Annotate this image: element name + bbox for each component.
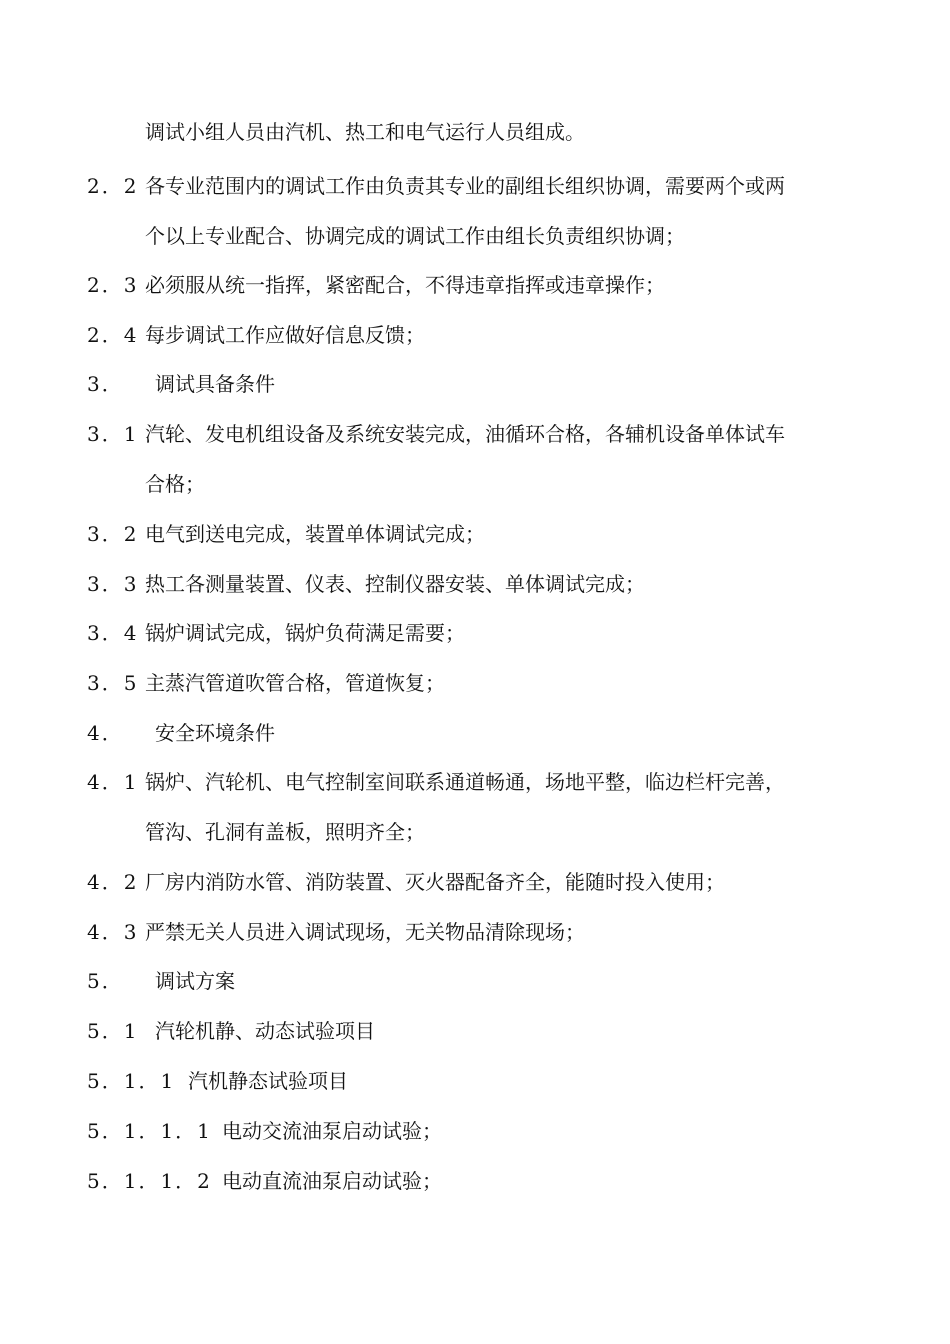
item-text: 热工各测量装置、仪表、控制仪器安装、单体调试完成； bbox=[145, 572, 645, 596]
item-number: 4．1 bbox=[87, 770, 139, 794]
item-text: 管沟、孔洞有盖板，照明齐全； bbox=[145, 820, 425, 844]
item-number: 3．3 bbox=[87, 572, 139, 596]
item-number: 2．2 bbox=[87, 174, 139, 198]
item-text: 锅炉调试完成，锅炉负荷满足需要； bbox=[145, 621, 465, 645]
item-text: 个以上专业配合、协调完成的调试工作由组长负责组织协调； bbox=[145, 224, 685, 248]
item-text: 合格； bbox=[145, 472, 205, 496]
item-number: 3． bbox=[87, 372, 124, 396]
item-number: 2．3 bbox=[87, 273, 139, 297]
item-text: 必须服从统一指挥，紧密配合，不得违章指挥或违章操作； bbox=[145, 273, 665, 297]
item-number: 5．1．1 bbox=[87, 1069, 176, 1093]
item-text: 主蒸汽管道吹管合格，管道恢复； bbox=[145, 671, 445, 695]
item-text: 锅炉、汽轮机、电气控制室间联系通道畅通，场地平整，临边栏杆完善， bbox=[145, 770, 785, 794]
item-number: 5．1 bbox=[87, 1019, 139, 1043]
item-text: 安全环境条件 bbox=[155, 721, 275, 745]
item-text: 汽轮、发电机组设备及系统安装完成，油循环合格，各辅机设备单体试车 bbox=[145, 422, 785, 446]
item-number: 4．2 bbox=[87, 870, 139, 894]
item-text: 汽机静态试验项目 bbox=[188, 1069, 348, 1093]
item-number: 3．1 bbox=[87, 422, 139, 446]
item-number: 5．1．1．2 bbox=[87, 1169, 212, 1193]
item-number: 4．3 bbox=[87, 920, 139, 944]
item-number: 4． bbox=[87, 721, 124, 745]
item-number: 3．4 bbox=[87, 621, 139, 645]
item-text: 电动交流油泵启动试验； bbox=[222, 1119, 442, 1143]
item-number: 3．5 bbox=[87, 671, 139, 695]
item-text: 严禁无关人员进入调试现场，无关物品清除现场； bbox=[145, 920, 585, 944]
item-text: 每步调试工作应做好信息反馈； bbox=[145, 323, 425, 347]
item-text: 调试小组人员由汽机、热工和电气运行人员组成。 bbox=[145, 120, 585, 144]
item-text: 调试方案 bbox=[155, 969, 235, 993]
item-text: 电气到送电完成，装置单体调试完成； bbox=[145, 522, 485, 546]
item-number: 5． bbox=[87, 969, 124, 993]
item-number: 3．2 bbox=[87, 522, 139, 546]
item-text: 调试具备条件 bbox=[155, 372, 275, 396]
item-text: 电动直流油泵启动试验； bbox=[222, 1169, 442, 1193]
item-number: 2．4 bbox=[87, 323, 139, 347]
item-text: 各专业范围内的调试工作由负责其专业的副组长组织协调，需要两个或两 bbox=[145, 174, 785, 198]
item-text: 汽轮机静、动态试验项目 bbox=[155, 1019, 375, 1043]
item-number: 5．1．1．1 bbox=[87, 1119, 212, 1143]
item-text: 厂房内消防水管、消防装置、灭火器配备齐全，能随时投入使用； bbox=[145, 870, 725, 894]
